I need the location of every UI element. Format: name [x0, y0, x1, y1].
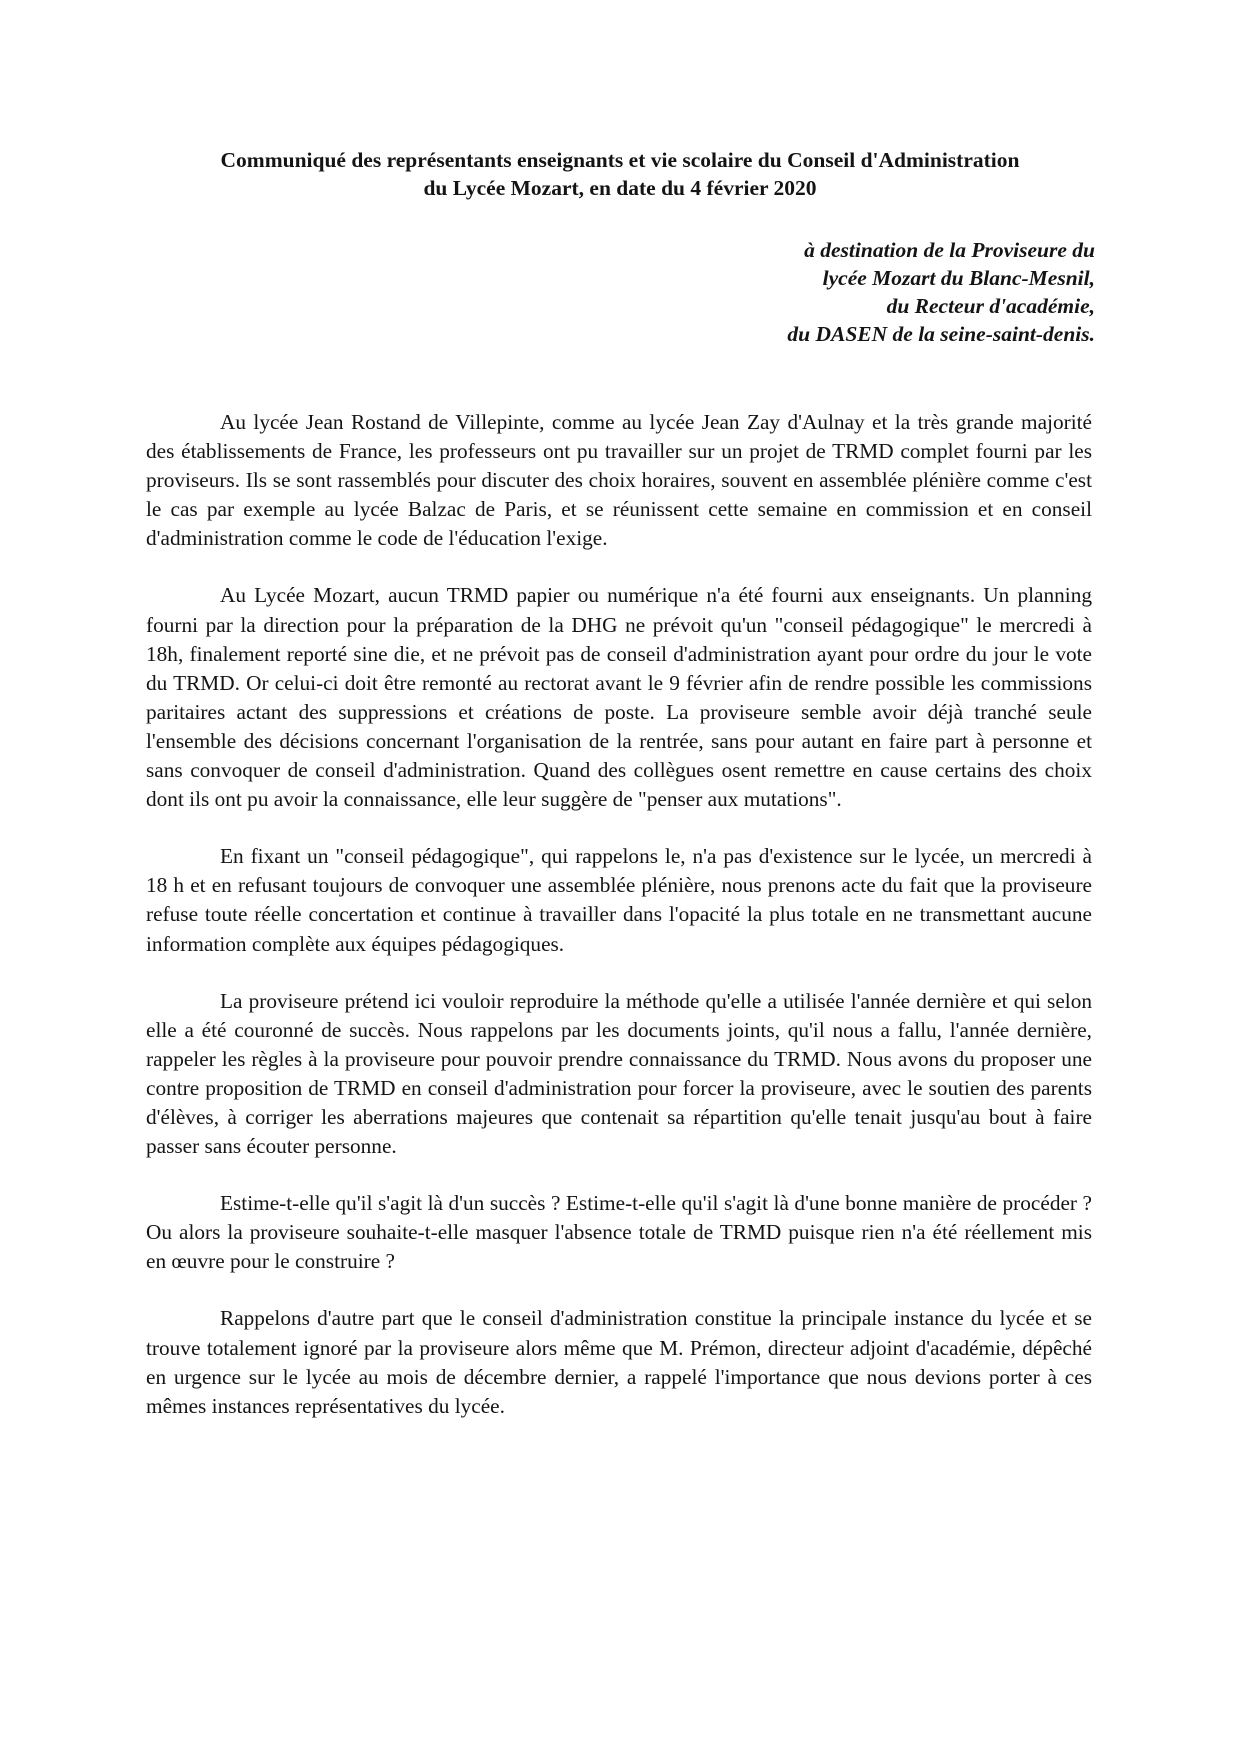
document-title	[140, 146, 1100, 202]
paragraph-1: Au lycée Jean Rostand de Villepinte, comme au lycée Jean Zay d'Aulnay et la très grande majorité des établissements de France, les professeurs ont pu travailler sur un projet de TRMD complet fourni par les proviseurs. Ils se sont rassemblés pour discuter des choix horaires, souvent en assemblée plénière comme c'est le cas par exemple au lycée Balzac de Paris, et se réunissent cette semaine en commission et en conseil d'administration comme le code de l'éducation l'exige.	[146, 410, 1092, 551]
recipient-line-4: du DASEN de la seine-saint-denis.	[787, 322, 1095, 346]
paragraph-3: En fixant un "conseil pédagogique", qui rappelons le, n'a pas d'existence sur le lycée, un mercredi à 18 h et en refusant toujours de convoquer une assemblée plénière, nous prenons acte du fait que la proviseure refuse toute réelle concertation et continue à travailler dans l'opacité la plus totale en ne transmettant aucune information complète aux équipes pédagogiques.	[146, 844, 1092, 956]
title-line-2: du Lycée Mozart, en date du 4 février 2020	[423, 176, 817, 200]
recipient-line-3: du Recteur d'académie,	[886, 294, 1095, 318]
paragraph-6: Rappelons d'autre part que le conseil d'administration constitue la principale instance du lycée et se trouve totalement ignoré par la proviseure alors même que M. Prémon, directeur adjoint d'académie, dépêché en urgence sur le lycée au mois de décembre dernier, a rappelé l'importance que nous devions porter à ces mêmes instances représentatives du lycée.	[146, 1306, 1092, 1418]
paragraph-2: Au Lycée Mozart, aucun TRMD papier ou numérique n'a été fourni aux enseignants. Un planning fourni par la direction pour la préparation de la DHG ne prévoit qu'un "conseil pédagogique" le mercredi à 18h, finalement reporté sine die, et ne prévoit pas de conseil d'administration ayant pour ordre du jour le vote du TRMD. Or celui-ci doit être remonté au rectorat avant le 9 février afin de rendre possible les commissions paritaires actant des suppressions et créations de poste. La proviseure semble avoir déjà tranché seule l'ensemble des décisions concernant l'organisation de la rentrée, sans pour autant en faire part à personne et sans convoquer de conseil d'administration. Quand des collègues osent remettre en cause certains des choix dont ils ont pu avoir la connaissance, elle leur suggère de "penser aux mutations".	[146, 583, 1092, 812]
recipient-line-2: lycée Mozart du Blanc-Mesnil,	[822, 266, 1095, 290]
title-line-1: Communiqué des représentants enseignants et vie scolaire du Conseil d'Administration	[220, 148, 1020, 172]
recipient-line-1: à destination de la Proviseure du	[804, 238, 1095, 262]
paragraph-4: La proviseure prétend ici vouloir reproduire la méthode qu'elle a utilisée l'année dernière et qui selon elle a été couronné de succès. Nous rappelons par les documents joints, qu'il nous a fallu, l'année dernière, rappeler les règles à la proviseure pour pouvoir prendre connaissance du TRMD. Nous avons du proposer une contre proposition de TRMD en conseil d'administration pour forcer la proviseure, avec le soutien des parents d'élèves, à corriger les aberrations majeures que contenait sa répartition qu'elle tenait jusqu'au bout à faire passer sans écouter personne.	[146, 988, 1092, 1159]
document-body	[146, 408, 1092, 1449]
recipients-block	[787, 236, 1095, 348]
paragraph-5: Estime-t-elle qu'il s'agit là d'un succès ? Estime-t-elle qu'il s'agit là d'une bonne manière de procéder ? Ou alors la proviseure souhaite-t-elle masquer l'absence totale de TRMD puisque rien n'a été réellement mis en œuvre pour le construire ?	[146, 1191, 1092, 1274]
